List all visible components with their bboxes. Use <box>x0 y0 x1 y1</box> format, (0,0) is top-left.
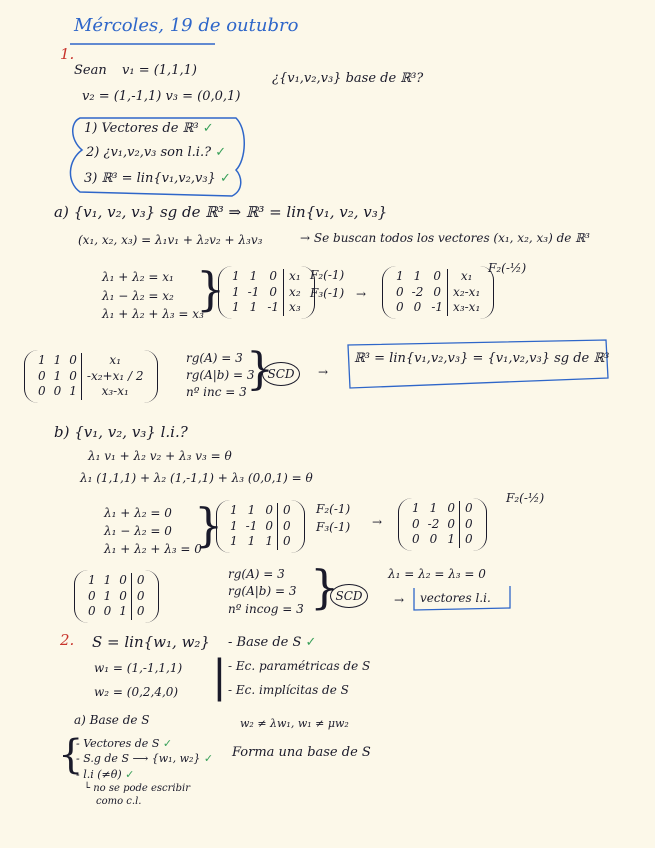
check-icon: ✓ <box>219 171 231 186</box>
part-b-rank: rg(A) = 3 rg(A|b) = 3 nº incog = 3 <box>228 567 304 616</box>
matrix-row <box>34 384 148 400</box>
part-a-system: λ₁ + λ₂ = x₁ λ₁ − λ₂ = x₂ λ₁ + λ₂ + λ₃ = x₃ <box>102 270 204 322</box>
matrix-cell: 0 <box>277 503 294 519</box>
matrix-cell: 1 <box>232 284 240 299</box>
page-title: Mércoles, 19 de outubro <box>74 15 299 36</box>
ex2-part-a-title: a) Base de S <box>74 713 150 727</box>
check-icon: ✓ <box>162 737 173 750</box>
task-implicit: - Ec. implícitas de S <box>228 683 349 697</box>
part-b-conclusion: vectores l.i. <box>420 591 491 605</box>
brace-icon: | <box>212 651 227 702</box>
matrix-cell: 0 <box>269 269 278 283</box>
matrix-cell: 1 <box>429 501 438 515</box>
scd-oval: SCD <box>330 584 368 608</box>
matrix-a2 <box>382 266 494 319</box>
matrix-row <box>228 269 305 285</box>
matrix-cell: 0 <box>459 532 476 548</box>
matrix-cell: 1 <box>265 534 273 549</box>
check-icon: ✓ <box>215 145 227 160</box>
matrix-row <box>392 285 484 301</box>
base-question: ¿{v₁,v₂,v₃} base de ℝ³? <box>272 71 424 86</box>
matrix-cell: 1 <box>230 534 238 549</box>
matrix-cell: -1 <box>247 284 260 299</box>
matrix-cell: 1 <box>88 573 96 587</box>
arrow-icon: ⟶ <box>132 752 149 766</box>
subspace-S: S = lin{w₁, w₂} <box>92 633 210 651</box>
task-parametric: - Ec. paramétricas de S <box>228 659 371 673</box>
part-a-row-op2: F₂(-½) <box>488 261 527 275</box>
matrix-cell: 0 <box>119 588 127 603</box>
matrix-cell: -x₂+x₁ / 2 <box>81 369 147 385</box>
matrix-cell: 0 <box>131 589 148 605</box>
exercise-1-number: 1. <box>60 45 75 63</box>
arrow-icon: → <box>394 593 405 607</box>
part-b-title: b) {v₁, v₂, v₃} l.i.? <box>54 423 188 441</box>
matrix-cell: 0 <box>269 284 278 299</box>
matrix-cell: 1 <box>69 384 77 399</box>
matrix-cell: 1 <box>247 534 256 549</box>
check-icon: ✓ <box>203 752 214 766</box>
matrix-row <box>392 269 484 285</box>
matrix-cell: 0 <box>103 604 112 619</box>
objective-2: 2) ¿v₁,v₂,v₃ son l.i.? ✓ <box>86 145 227 160</box>
arrow-icon: → <box>372 515 383 529</box>
part-b-system: λ₁ + λ₂ = 0 λ₁ − λ₂ = 0 λ₁ + λ₂ + λ₃ = 0 <box>104 506 202 556</box>
part-a-title: a) {v₁, v₂, v₃} sg de ℝ³ ⇒ ℝ³ = lin{v₁, v₂, v₃} <box>54 203 388 221</box>
brace-icon: } <box>194 498 224 552</box>
matrix-cell: 1 <box>53 368 62 383</box>
matrix-cell: 0 <box>88 604 96 619</box>
matrix-cell: x₂-x₁ <box>448 285 485 301</box>
matrix-cell: 0 <box>88 588 96 603</box>
matrix-cell: 1 <box>119 604 127 619</box>
matrix-cell: 0 <box>38 384 46 399</box>
matrix-cell: 0 <box>131 604 148 620</box>
matrix-cell: 1 <box>53 353 62 367</box>
objective-1: 1) Vectores de ℝ³ ✓ <box>84 121 214 136</box>
matrix-cell: 1 <box>247 503 256 517</box>
matrix-cell: 1 <box>413 269 422 283</box>
part-a-row-ops: F₂(-1) F₃(-1) <box>310 268 345 300</box>
matrix-cell: 1 <box>230 518 238 533</box>
matrix-a1 <box>218 266 315 319</box>
matrix-cell: 1 <box>103 588 112 603</box>
brace-icon: } <box>310 560 340 614</box>
matrix-cell: 0 <box>119 573 127 587</box>
matrix-row <box>226 503 295 519</box>
matrix-cell: 0 <box>277 534 294 550</box>
matrix-cell: -2 <box>411 284 424 299</box>
matrix-a3 <box>24 350 158 403</box>
matrix-cell: x₃ <box>284 300 305 316</box>
vector-v1: v₁ = (1,1,1) <box>122 63 197 78</box>
matrix-cell: 1 <box>249 269 258 283</box>
matrix-cell: -1 <box>267 300 280 315</box>
matrix-row <box>228 285 305 301</box>
matrix-cell: 0 <box>53 384 62 399</box>
matrix-cell: 1 <box>447 532 455 547</box>
matrix-row <box>226 519 295 535</box>
matrix-cell: 0 <box>447 516 455 531</box>
part-b-equation-2: λ₁ (1,1,1) + λ₂ (1,-1,1) + λ₃ (0,0,1) = θ <box>80 471 313 485</box>
matrix-b1 <box>216 500 305 553</box>
ex2-relation: w₂ ≠ λw₁, w₁ ≠ μw₂ <box>240 717 349 730</box>
matrix-cell: 1 <box>412 501 420 515</box>
matrix-cell: 1 <box>232 300 240 315</box>
matrix-cell: 1 <box>103 573 112 587</box>
matrix-row <box>84 589 149 605</box>
matrix-cell: 0 <box>131 573 148 589</box>
part-b-row-ops: F₂(-1) F₃(-1) <box>316 502 351 534</box>
matrix-cell: x₁ <box>81 353 147 369</box>
matrix-cell: x₁ <box>284 269 305 285</box>
vectors-v2-v3: v₂ = (1,-1,1) v₃ = (0,0,1) <box>82 89 241 104</box>
exercise-2-number: 2. <box>60 631 75 649</box>
matrix-cell: 0 <box>396 284 404 299</box>
task-base: - Base de S ✓ <box>228 635 317 650</box>
part-b-equation-1: λ₁ v₁ + λ₂ v₂ + λ₃ v₃ = θ <box>88 449 232 463</box>
matrix-cell: 0 <box>413 300 422 315</box>
matrix-cell: 0 <box>429 532 438 547</box>
matrix-cell: 0 <box>433 269 442 283</box>
matrix-cell: 0 <box>69 353 77 367</box>
part-b-solution: λ₁ = λ₂ = λ₃ = 0 <box>388 567 486 581</box>
part-a-equation: (x₁, x₂, x₃) = λ₁v₁ + λ₂v₂ + λ₃v₃ <box>78 233 263 247</box>
check-icon: ✓ <box>125 767 135 781</box>
matrix-cell: -1 <box>431 300 444 315</box>
part-a-rank: rg(A) = 3 rg(A|b) = 3 nº inc = 3 <box>186 351 255 399</box>
matrix-cell: 0 <box>38 368 46 383</box>
matrix-cell: 0 <box>265 518 273 533</box>
matrix-row <box>34 353 148 369</box>
matrix-row <box>408 501 477 517</box>
matrix-cell: x₂ <box>284 285 305 301</box>
matrix-row <box>408 532 477 548</box>
matrix-cell: 0 <box>459 517 476 533</box>
matrix-cell: -1 <box>245 518 258 533</box>
matrix-cell: x₁ <box>448 269 485 285</box>
brace-icon: } <box>196 262 226 316</box>
matrix-cell: x₃-x₁ <box>448 300 485 316</box>
matrix-row <box>228 300 305 316</box>
vector-w1: w₁ = (1,-1,1,1) <box>94 661 183 675</box>
matrix-row <box>34 369 148 385</box>
brace-icon: { <box>58 732 84 778</box>
matrix-cell: 0 <box>459 501 476 517</box>
check-icon: ✓ <box>305 635 317 650</box>
scd-oval: SCD <box>262 362 300 386</box>
matrix-cell: 1 <box>232 269 240 283</box>
ex2-part-a-items: - Vectores de S ✓ - S.g de S ⟶ {w₁, w₂} ✓ - l.i (≠θ) ✓ <box>76 737 214 781</box>
part-b-row-op2: F₂(-½) <box>506 491 545 505</box>
matrix-row <box>84 604 149 620</box>
matrix-cell: 1 <box>38 353 46 367</box>
matrix-cell: x₃-x₁ <box>81 384 147 400</box>
matrix-cell: 1 <box>230 503 238 517</box>
matrix-cell: 1 <box>249 300 258 315</box>
matrix-cell: 1 <box>396 269 404 283</box>
part-a-conclusion: ℝ³ = lin{v₁,v₂,v₃} = {v₁,v₂,v₃} sg de ℝ³ <box>354 351 610 366</box>
matrix-cell: 0 <box>412 516 420 531</box>
part-a-note: → Se buscan todos los vectores (x₁, x₂, x₃) de ℝ³ <box>300 231 590 245</box>
vector-w2: w₂ = (0,2,4,0) <box>94 685 179 699</box>
matrix-row <box>226 534 295 550</box>
sean-label: Sean <box>74 63 107 78</box>
ex2-part-a-note: └ no se pode escribir como c.l. <box>84 783 190 807</box>
matrix-cell: 0 <box>265 503 273 517</box>
matrix-b3 <box>74 570 159 623</box>
matrix-cell: 0 <box>412 532 420 547</box>
matrix-cell: 0 <box>69 368 77 383</box>
matrix-cell: 0 <box>447 501 455 515</box>
matrix-row <box>392 300 484 316</box>
matrix-cell: -2 <box>427 516 440 531</box>
arrow-icon: → <box>356 287 367 301</box>
check-icon: ✓ <box>202 121 214 136</box>
brace-icon: } <box>246 344 274 395</box>
matrix-cell: 0 <box>433 284 442 299</box>
arrow-icon: → <box>318 365 329 379</box>
ex2-conclusion: Forma una base de S <box>232 745 371 760</box>
objective-3: 3) ℝ³ = lin{v₁,v₂,v₃} ✓ <box>84 171 231 186</box>
matrix-row <box>408 517 477 533</box>
matrix-cell: 0 <box>396 300 404 315</box>
matrix-cell: 0 <box>277 519 294 535</box>
matrix-row <box>84 573 149 589</box>
matrix-b2 <box>398 498 487 551</box>
